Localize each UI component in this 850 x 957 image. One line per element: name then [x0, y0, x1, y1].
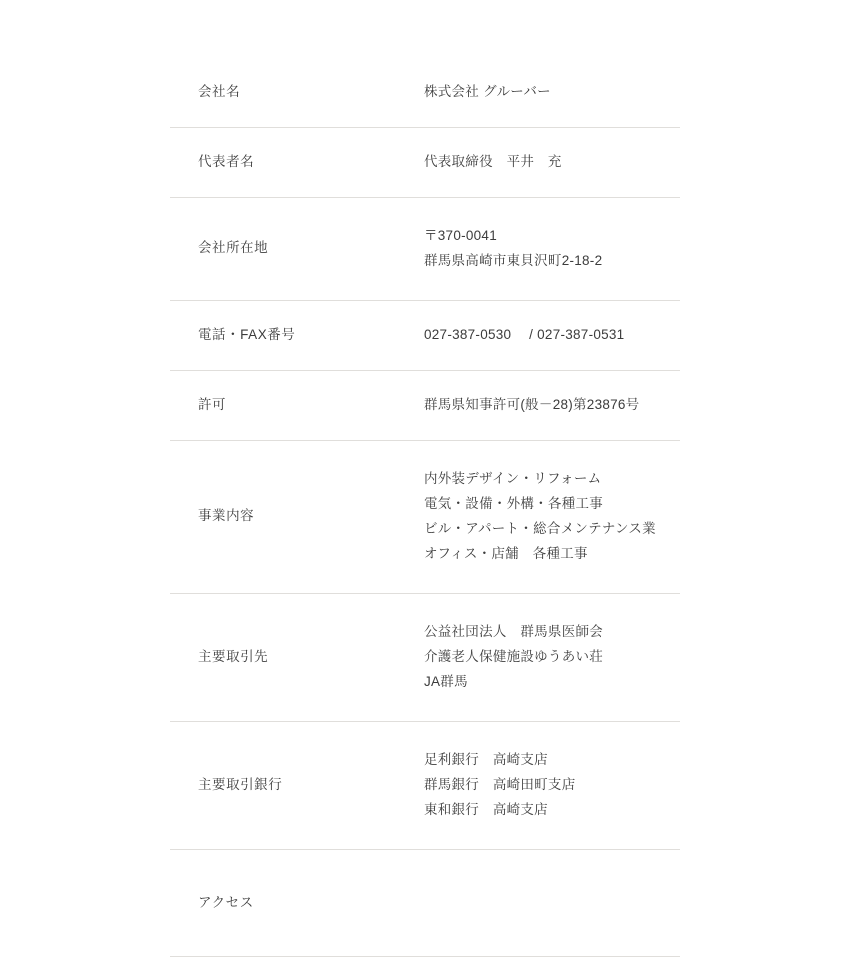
- cell-line: 足利銀行 高崎支店: [424, 751, 548, 767]
- row-label-access: アクセス: [198, 894, 254, 910]
- cell-lines: [424, 323, 680, 348]
- cell-line: 東和銀行 高崎支店: [424, 801, 548, 817]
- cell-line: 電気・設備・外構・各種工事: [424, 495, 604, 511]
- row-label-main-banks: 主要取引銀行: [198, 776, 283, 792]
- company-info-table-body: [170, 58, 680, 957]
- cell-line: 〒370-0041: [424, 227, 497, 243]
- table-row: [170, 440, 680, 593]
- table-row: [170, 58, 680, 127]
- cell-line: ビル・アパート・総合メンテナンス業: [424, 520, 656, 536]
- row-value-representative: [398, 127, 680, 197]
- row-label-main-clients: 主要取引先: [198, 648, 269, 664]
- cell-line: 内外装デザイン・リフォーム: [424, 470, 602, 486]
- cell-lines: [424, 620, 680, 695]
- cell-line: 027-387-0530 / 027-387-0531: [424, 326, 625, 342]
- row-value-access: [398, 849, 680, 957]
- row-label-address: 会社所在地: [198, 240, 269, 256]
- row-value-main-banks: [398, 721, 680, 849]
- cell-line: 代表取締役 平井 充: [424, 153, 562, 169]
- row-label-phone-fax: 電話・FAX番号: [198, 326, 296, 342]
- cell-line: オフィス・店舗 各種工事: [424, 545, 588, 561]
- row-value-company-name: [398, 58, 680, 127]
- table-row: [170, 370, 680, 440]
- company-info-table: [170, 58, 680, 957]
- table-row: [170, 300, 680, 370]
- table-row: [170, 849, 680, 957]
- cell-line: 株式会社 グルーバー: [424, 84, 551, 99]
- table-row: [170, 127, 680, 197]
- row-label-license: 許可: [198, 396, 227, 412]
- cell-line: JA群馬: [424, 673, 468, 689]
- row-label-representative: 代表者名: [198, 153, 255, 169]
- row-value-address: [398, 197, 680, 300]
- cell-line: 群馬県高崎市東貝沢町2-18-2: [424, 252, 603, 268]
- row-value-phone-fax: [398, 300, 680, 370]
- row-value-business-content: [398, 440, 680, 593]
- cell-line: 群馬県知事許可(般－28)第23876号: [424, 396, 640, 412]
- cell-lines: [424, 467, 680, 567]
- cell-line: 介護老人保健施設ゆうあい荘: [424, 648, 604, 664]
- table-row: [170, 197, 680, 300]
- row-value-license: [398, 370, 680, 440]
- cell-line: 群馬銀行 高崎田町支店: [424, 776, 576, 792]
- cell-lines: [424, 80, 680, 105]
- cell-lines: [424, 150, 680, 175]
- table-row: [170, 593, 680, 721]
- cell-lines: [424, 393, 680, 418]
- row-value-main-clients: [398, 593, 680, 721]
- table-row: [170, 721, 680, 849]
- cell-line: 公益社団法人 群馬県医師会: [424, 623, 604, 639]
- row-label-company-name: 会社名: [198, 84, 241, 100]
- cell-lines: [424, 748, 680, 823]
- row-label-business-content: 事業内容: [198, 508, 255, 524]
- cell-lines: [424, 224, 680, 274]
